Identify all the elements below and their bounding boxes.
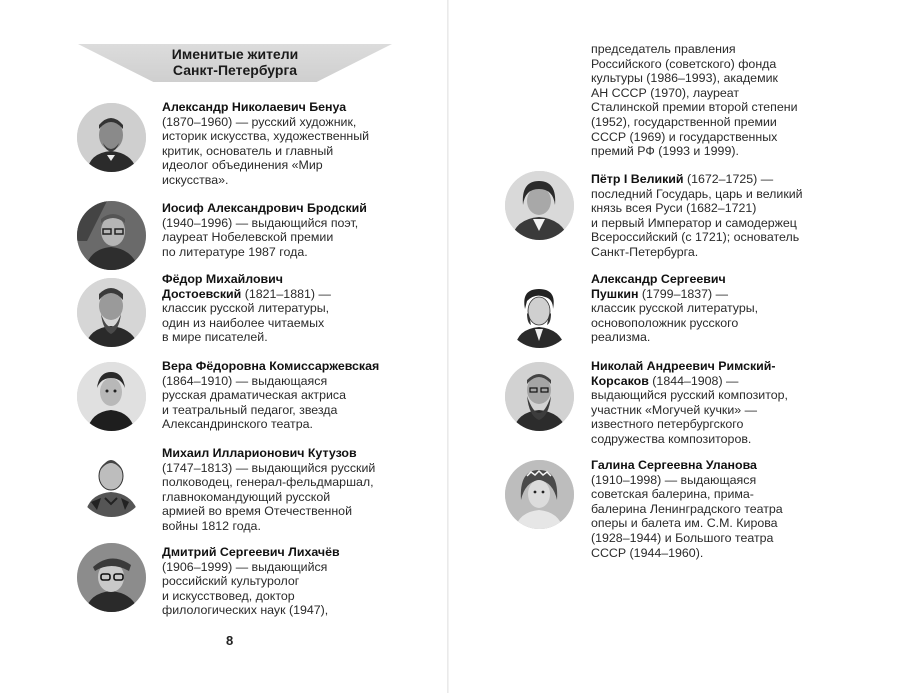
entry-line: (1864–1910) — выдающаяся [162,373,328,388]
entry-dates: (1799–1837) — [638,286,728,301]
entry-name: Михаил Илларионович Кутузов [162,446,357,460]
entry-line: АН СССР (1970), лауреат [591,85,740,100]
entry-line: основоположник русского [591,315,739,330]
entry-line: историк искусства, художественный [162,129,370,144]
entry-line: (1910–1998) — выдающаяся [591,472,757,487]
benois-portrait-icon [77,103,146,172]
entry-line: идеолог объединения «Мир [162,158,323,173]
entry-line: по литературе 1987 года. [162,244,308,259]
peter-the-great-portrait-icon [505,171,574,240]
entry-line: и театральный педагог, звезда [162,402,338,417]
entry-name-first: Александр Сергеевич [591,272,726,286]
entry-name-first: Фёдор Михайлович [162,272,283,286]
page-title-line1: Именитые жители [171,46,299,62]
entry-line: лауреат Нобелевской премии [162,230,334,245]
entry-name: Александр Николаевич Бенуа [162,100,347,114]
entry-name-last: Пушкин [591,286,639,301]
entry-line: выдающийся русский композитор, [591,388,788,403]
entry-line: войны 1812 года. [162,518,261,533]
entry-ulanova [591,458,851,560]
brodsky-portrait-icon [77,201,146,270]
dostoevsky-portrait-icon [77,278,146,347]
entry-line: премий РФ (1993 и 1999). [591,144,739,159]
page-number: 8 [226,633,234,648]
entry-dostoevsky [162,272,402,345]
entry-name: Вера Фёдоровна Комиссаржевская [162,359,380,373]
entry-line: главнокомандующий русской [162,489,331,504]
entry-name: Дмитрий Сергеевич Лихачёв [162,545,340,559]
entry-line: балерина Ленинградского театра [591,501,783,516]
entry-line: последний Государь, царь и великий [591,186,803,201]
page-gutter [447,0,449,693]
entry-line: и искусствовед, доктор [162,588,295,603]
entry-line: реализма. [591,330,651,345]
entry-line: Российского (советского) фонда [591,56,777,71]
entry-line: содружества композиторов. [591,431,752,446]
entry-line: культуры (1986–1993), академик [591,71,778,86]
entry-dates: (1821–1881) — [241,286,331,301]
entry-line: в мире писателей. [162,330,268,345]
likhachev-continuation [591,42,851,159]
entry-komissarzhevskaya [162,359,402,432]
entry-line: советская балерина, прима- [591,487,754,502]
page-title-line2: Санкт-Петербурга [172,62,298,78]
entry-line: армией во время Отечественной [162,504,352,519]
entry-line: критик, основатель и главный [162,143,334,158]
entry-line: классик русской литературы, [162,301,330,316]
entry-line: (1928–1944) и Большого театра [591,530,774,545]
entry-pushkin [591,272,851,345]
entry-name: Галина Сергеевна Уланова [591,458,757,472]
entry-line: оперы и балета им. С.М. Кирова [591,516,778,531]
entry-line: классик русской литературы, [591,301,759,316]
entry-line: русская драматическая актриса [162,388,346,403]
entry-line: российский культуролог [162,574,300,589]
entry-name-last: Достоевский [162,286,242,301]
entry-line: один из наиболее читаемых [162,315,325,330]
entry-line: (1906–1999) — выдающийся [162,559,328,574]
entry-name-first: Николай Андреевич Римский- [591,359,776,373]
page-title [78,46,392,78]
entry-line: участник «Могучей кучки» — [591,402,757,417]
entry-line: СССР (1969) и государственных [591,129,778,144]
likhachev-portrait-icon [77,543,146,612]
entry-line: полководец, генерал-фельдмаршал, [162,475,374,490]
ulanova-portrait-icon [505,460,574,529]
pushkin-portrait-icon [505,279,574,348]
entry-line: князь всея Руси (1682–1721) [591,201,757,216]
kutuzov-portrait-icon [77,448,146,517]
entry-line: (1940–1996) — выдающийся поэт, [162,215,359,230]
entry-line: и первый Император и самодержец [591,215,797,230]
rimsky-korsakov-portrait-icon [505,362,574,431]
entry-name: Иосиф Александрович Бродский [162,201,367,215]
entry-line: Всероссийский (с 1721); основатель [591,230,800,245]
entry-benois [162,100,402,188]
entry-brodsky [162,201,402,259]
entry-line: председатель правления [591,42,736,56]
entry-line: СССР (1944–1960). [591,545,704,560]
entry-line: (1747–1813) — выдающийся русский [162,460,376,475]
entry-line: Сталинской премии второй степени [591,100,798,115]
entry-name-last: Корсаков [591,373,649,388]
entry-line: (1870–1960) — русский художник, [162,114,357,129]
entry-dates: (1672–1725) — [683,172,774,186]
entry-line: Санкт-Петербурга. [591,244,699,259]
komissarzhevskaya-portrait-icon [77,362,146,431]
entry-likhachev [162,545,402,618]
entry-kutuzov [162,446,402,534]
entry-line: известного петербургского [591,417,744,432]
entry-dates: (1844–1908) — [648,373,739,388]
entry-name: Пётр I Великий [591,172,684,186]
entry-peter-the-great [591,172,851,260]
entry-line: (1952), государственной премии [591,114,777,129]
entry-line: искусства». [162,172,229,187]
entry-rimsky-korsakov [591,359,851,447]
entry-line: Александринского театра. [162,417,313,432]
entry-line: филологических наук (1947), [162,603,329,618]
